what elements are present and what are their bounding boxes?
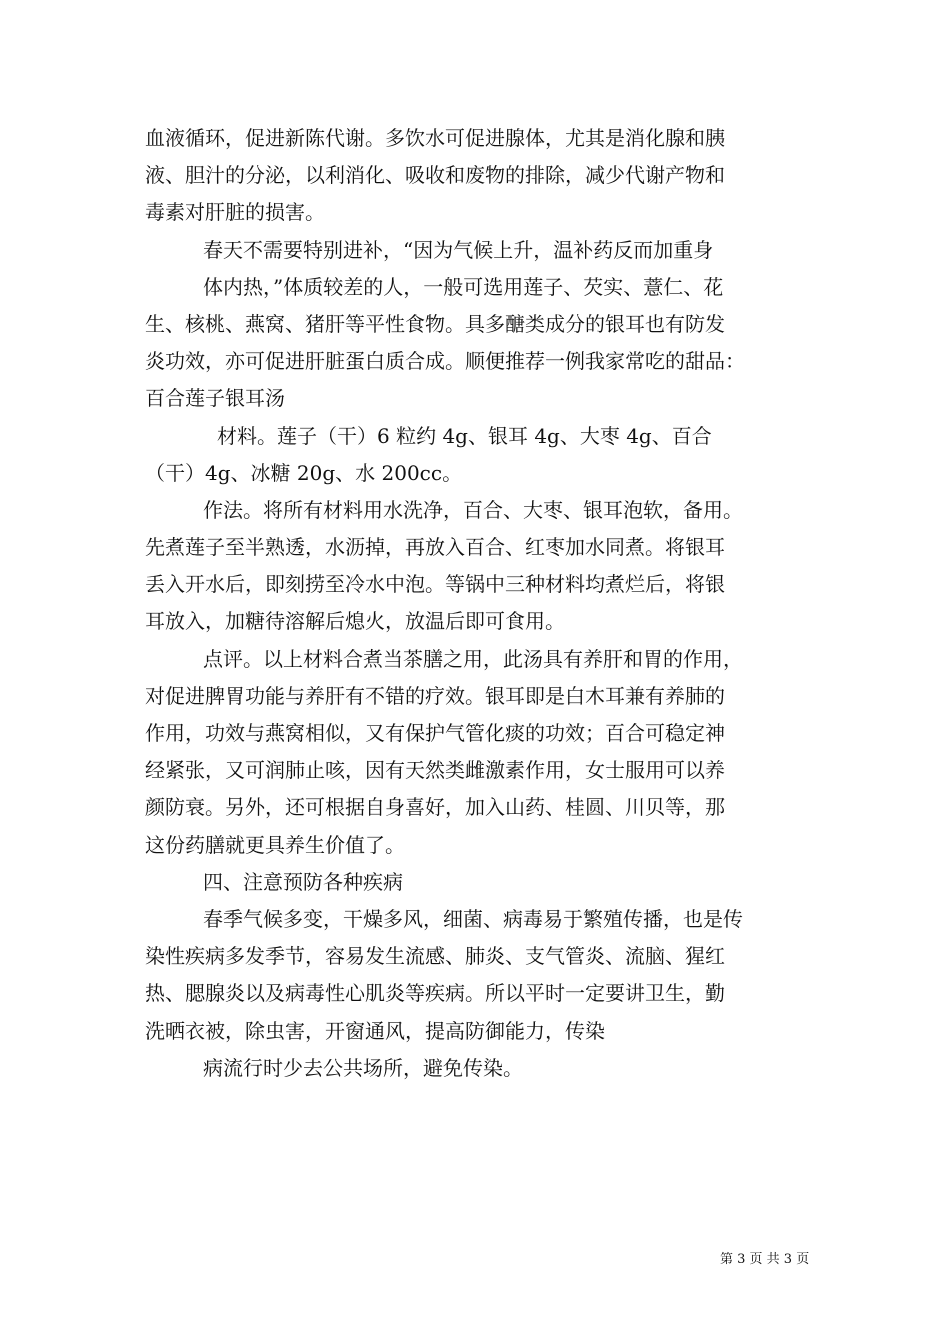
text-line: 血液循环，促进新陈代谢。多饮水可促进腺体，尤其是消化腺和胰 — [145, 126, 725, 150]
text-line: 对促进脾胃功能与养肝有不错的疗效。银耳即是白木耳兼有养肺的 — [145, 683, 725, 708]
text-line: 体内热，”体质较差的人，一般可选用莲子、芡实、薏仁、花 — [203, 274, 724, 299]
text-line: 点评。以上材料合煮当茶膳之用，此汤具有养肝和胃的作用， — [203, 646, 743, 671]
text-line: 毒素对肝脏的损害。 — [145, 200, 325, 225]
text-line: 作法。将所有材料用水洗净，百合、大枣、银耳泡软，备用。 — [203, 497, 743, 522]
text-line: 作用，功效与燕窝相似，又有保护气管化痰的功效；百合可稳定神 — [145, 721, 725, 745]
text-line: 液、胆汁的分泌，以利消化、吸收和废物的排除，减少代谢产物和 — [145, 163, 725, 188]
text-line: 病流行时少去公共场所，避免传染。 — [203, 1055, 523, 1080]
section-heading: 四、注意预防各种疾病 — [203, 869, 403, 894]
text-line: 先煮莲子至半熟透，水沥掉，再放入百合、红枣加水同煮。将银耳 — [145, 535, 725, 560]
text-line: （干）4g、冰糖 20g、水 200cc。 — [145, 460, 463, 485]
text-line: 经紧张，又可润肺止咳，因有天然类雌激素作用，女士服用可以养 — [145, 758, 725, 783]
text-line: 春季气候多变，干燥多风，细菌、病毒易于繁殖传播，也是传 — [203, 906, 743, 931]
text-line: 丢入开水后，即刻捞至冷水中泡。等锅中三种材料均煮烂后，将银 — [145, 572, 725, 597]
text-line: 洗晒衣被，除虫害，开窗通风，提高防御能力，传染 — [145, 1018, 605, 1043]
text-line: 炎功效，亦可促进肝脏蛋白质合成。顺便推荐一例我家常吃的甜品： — [145, 349, 745, 374]
page-number-footer: 第 3 页 共 3 页 — [720, 1252, 810, 1267]
text-line: 染性疾病多发季节，容易发生流感、肺炎、支气管炎、流脑、猩红 — [145, 944, 725, 969]
text-line: 生、核桃、燕窝、猪肝等平性食物。具多醣类成分的银耳也有防发 — [145, 311, 725, 336]
text-line: 材料。莲子（干）6 粒约 4g、银耳 4g、大枣 4g、百合 — [217, 423, 712, 448]
text-line: 百合莲子银耳汤 — [145, 386, 285, 411]
text-line: 这份药膳就更具养生价值了。 — [145, 832, 405, 857]
text-line: 热、腮腺炎以及病毒性心肌炎等疾病。所以平时一定要讲卫生，勤 — [145, 981, 725, 1006]
text-line: 颜防衰。另外，还可根据自身喜好，加入山药、桂圆、川贝等，那 — [145, 795, 725, 820]
document-body — [145, 120, 815, 1087]
text-line: 耳放入，加糖待溶解后熄火，放温后即可食用。 — [145, 609, 565, 634]
text-line: 春天不需要特别进补，“因为气候上升，温补药反而加重身 — [203, 237, 714, 262]
